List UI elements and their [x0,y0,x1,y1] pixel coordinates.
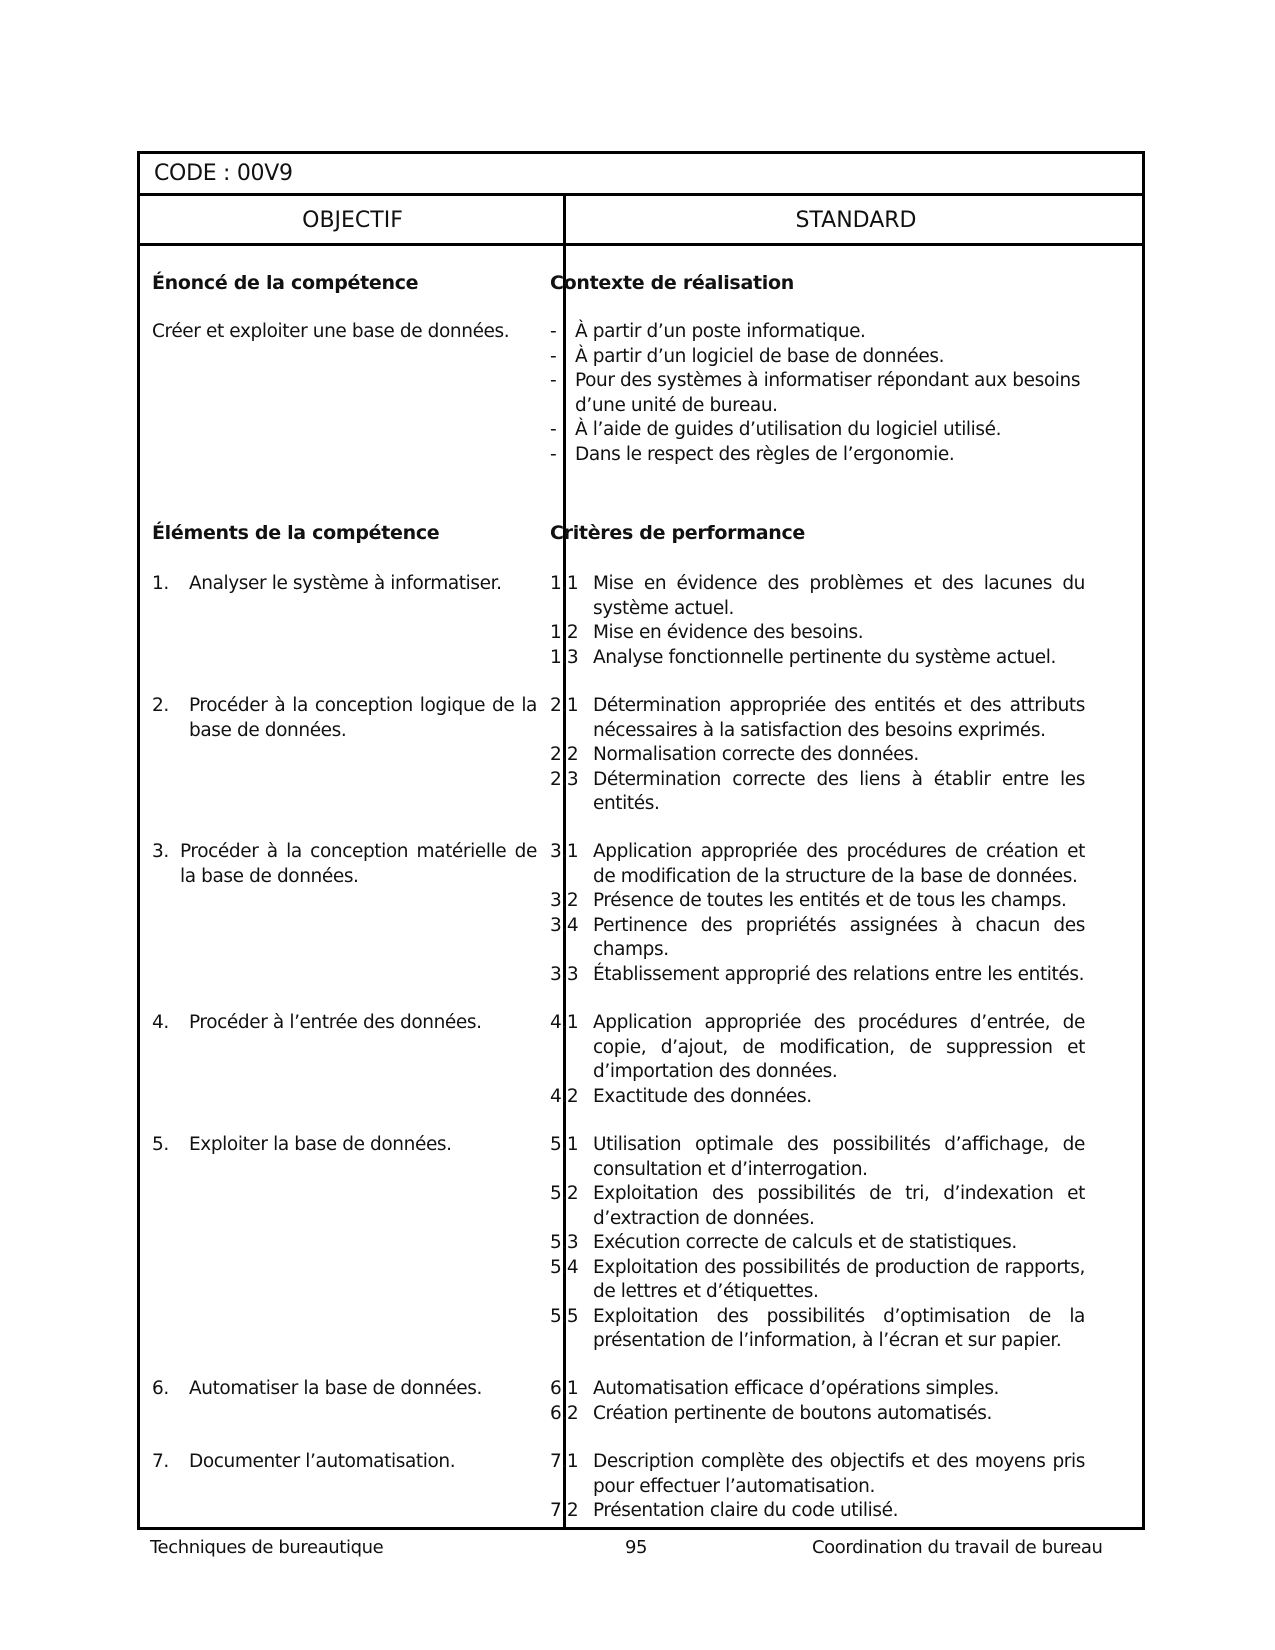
page-number: 95 [625,1537,648,1558]
criterion: 4.2 Exactitude des données. [550,1085,812,1107]
element-item: 1. Analyser le système à informatiser. [152,573,502,594]
criteria-group [550,1377,1085,1426]
criterion: 5.2 Exploitation des possibilités de tri, d’indexation et d’extraction de données. [550,1183,1085,1229]
criterion: 2.2 Normalisation correcte des données. [550,744,919,765]
contexte-list [550,320,1085,467]
criterion: 3.3 Établissement approprié des relations entre les entités. [550,963,1085,985]
criterion: 2.3 Détermination correcte des liens à établir entre les entités. [550,768,1085,814]
element-item: 6. Automatiser la base de données. [152,1378,482,1399]
element-item: 3. Procéder à la conception matérielle de la base de données. [152,841,537,887]
code-label: CODE : 00V9 [154,161,293,186]
footer-right: Coordination du travail de bureau [812,1537,1103,1558]
element-item: 5. Exploiter la base de données. [152,1134,452,1155]
criterion: 5.3 Exécution correcte de calculs et de statistiques. [550,1232,1017,1253]
list-item: - À l’aide de guides d’utilisation du logiciel utilisé. [550,419,1002,440]
criterion: 3.4 Pertinence des propriétés assignées à chacun des champs. [550,914,1085,960]
criterion: 5.4 Exploitation des possibilités de production de rapports, de lettres et d’étiquettes. [550,1256,1085,1302]
element-item: 4. Procéder à l’entrée des données. [152,1012,482,1033]
elements-heading: Éléments de la compétence [152,522,440,544]
criterion: 4.1 Application appropriée des procédures d’entrée, de copie, d’ajout, de modification, de suppression et d’importation des données. [550,1012,1085,1082]
list-item: - À partir d’un poste informatique. [550,321,866,342]
criterion: 7.1 Description complète des objectifs et des moyens pris pour effectuer l’automatisation. [550,1451,1085,1497]
criterion: 2.1 Détermination appropriée des entités et des attributs nécessaires à la satisfaction des besoins exprimés. [550,695,1085,741]
divider [140,243,1142,246]
criteria-group [550,1011,1085,1109]
element-item: 7. Documenter l’automatisation. [152,1451,456,1472]
element-item: 2. Procéder à la conception logique de la base de données. [152,695,537,741]
criteria-group [550,694,1085,817]
criterion: 1.1 Mise en évidence des problèmes et des lacunes du système actuel. [550,573,1085,619]
list-item: - Dans le respect des règles de l’ergonomie. [550,443,955,465]
criteria-group [550,840,1085,987]
criteria-group [550,1133,1085,1354]
criterion: 6.2 Création pertinente de boutons automatisés. [550,1402,992,1424]
criteria-group [550,572,1085,670]
list-item: - Pour des systèmes à informatiser répondant aux besoins d’une unité de bureau. [550,370,1081,416]
footer-left: Techniques de bureautique [150,1537,384,1558]
criterion: 5.5 Exploitation des possibilités d’optimisation de la présentation de l’information, à l’écran et sur papier. [550,1305,1085,1351]
criterion: 3.1 Application appropriée des procédures de création et de modification de la structure de la base de données. [550,841,1085,887]
criterion: 1.2 Mise en évidence des besoins. [550,622,864,643]
competency-table [137,151,1145,1530]
enonce-text: Créer et exploiter une base de données. [152,321,510,342]
criterion: 7.2 Présentation claire du code utilisé. [550,1500,899,1521]
criteres-heading: Critères de performance [550,522,806,544]
list-item: - À partir d’un logiciel de base de données. [550,345,945,367]
enonce-heading: Énoncé de la compétence [152,272,419,294]
criteria-group [550,1450,1085,1524]
divider [140,193,1142,196]
column-header-standard: STANDARD [795,208,917,233]
criterion: 1.3 Analyse fonctionnelle pertinente du système actuel. [550,646,1056,668]
contexte-heading: Contexte de réalisation [550,272,794,294]
column-header-objectif: OBJECTIF [302,208,403,233]
criterion: 3.2 Présence de toutes les entités et de tous les champs. [550,890,1067,911]
criterion: 6.1 Automatisation efficace d’opérations simples. [550,1378,1000,1399]
criterion: 5.1 Utilisation optimale des possibilités d’affichage, de consultation et d’interrogation. [550,1134,1085,1180]
